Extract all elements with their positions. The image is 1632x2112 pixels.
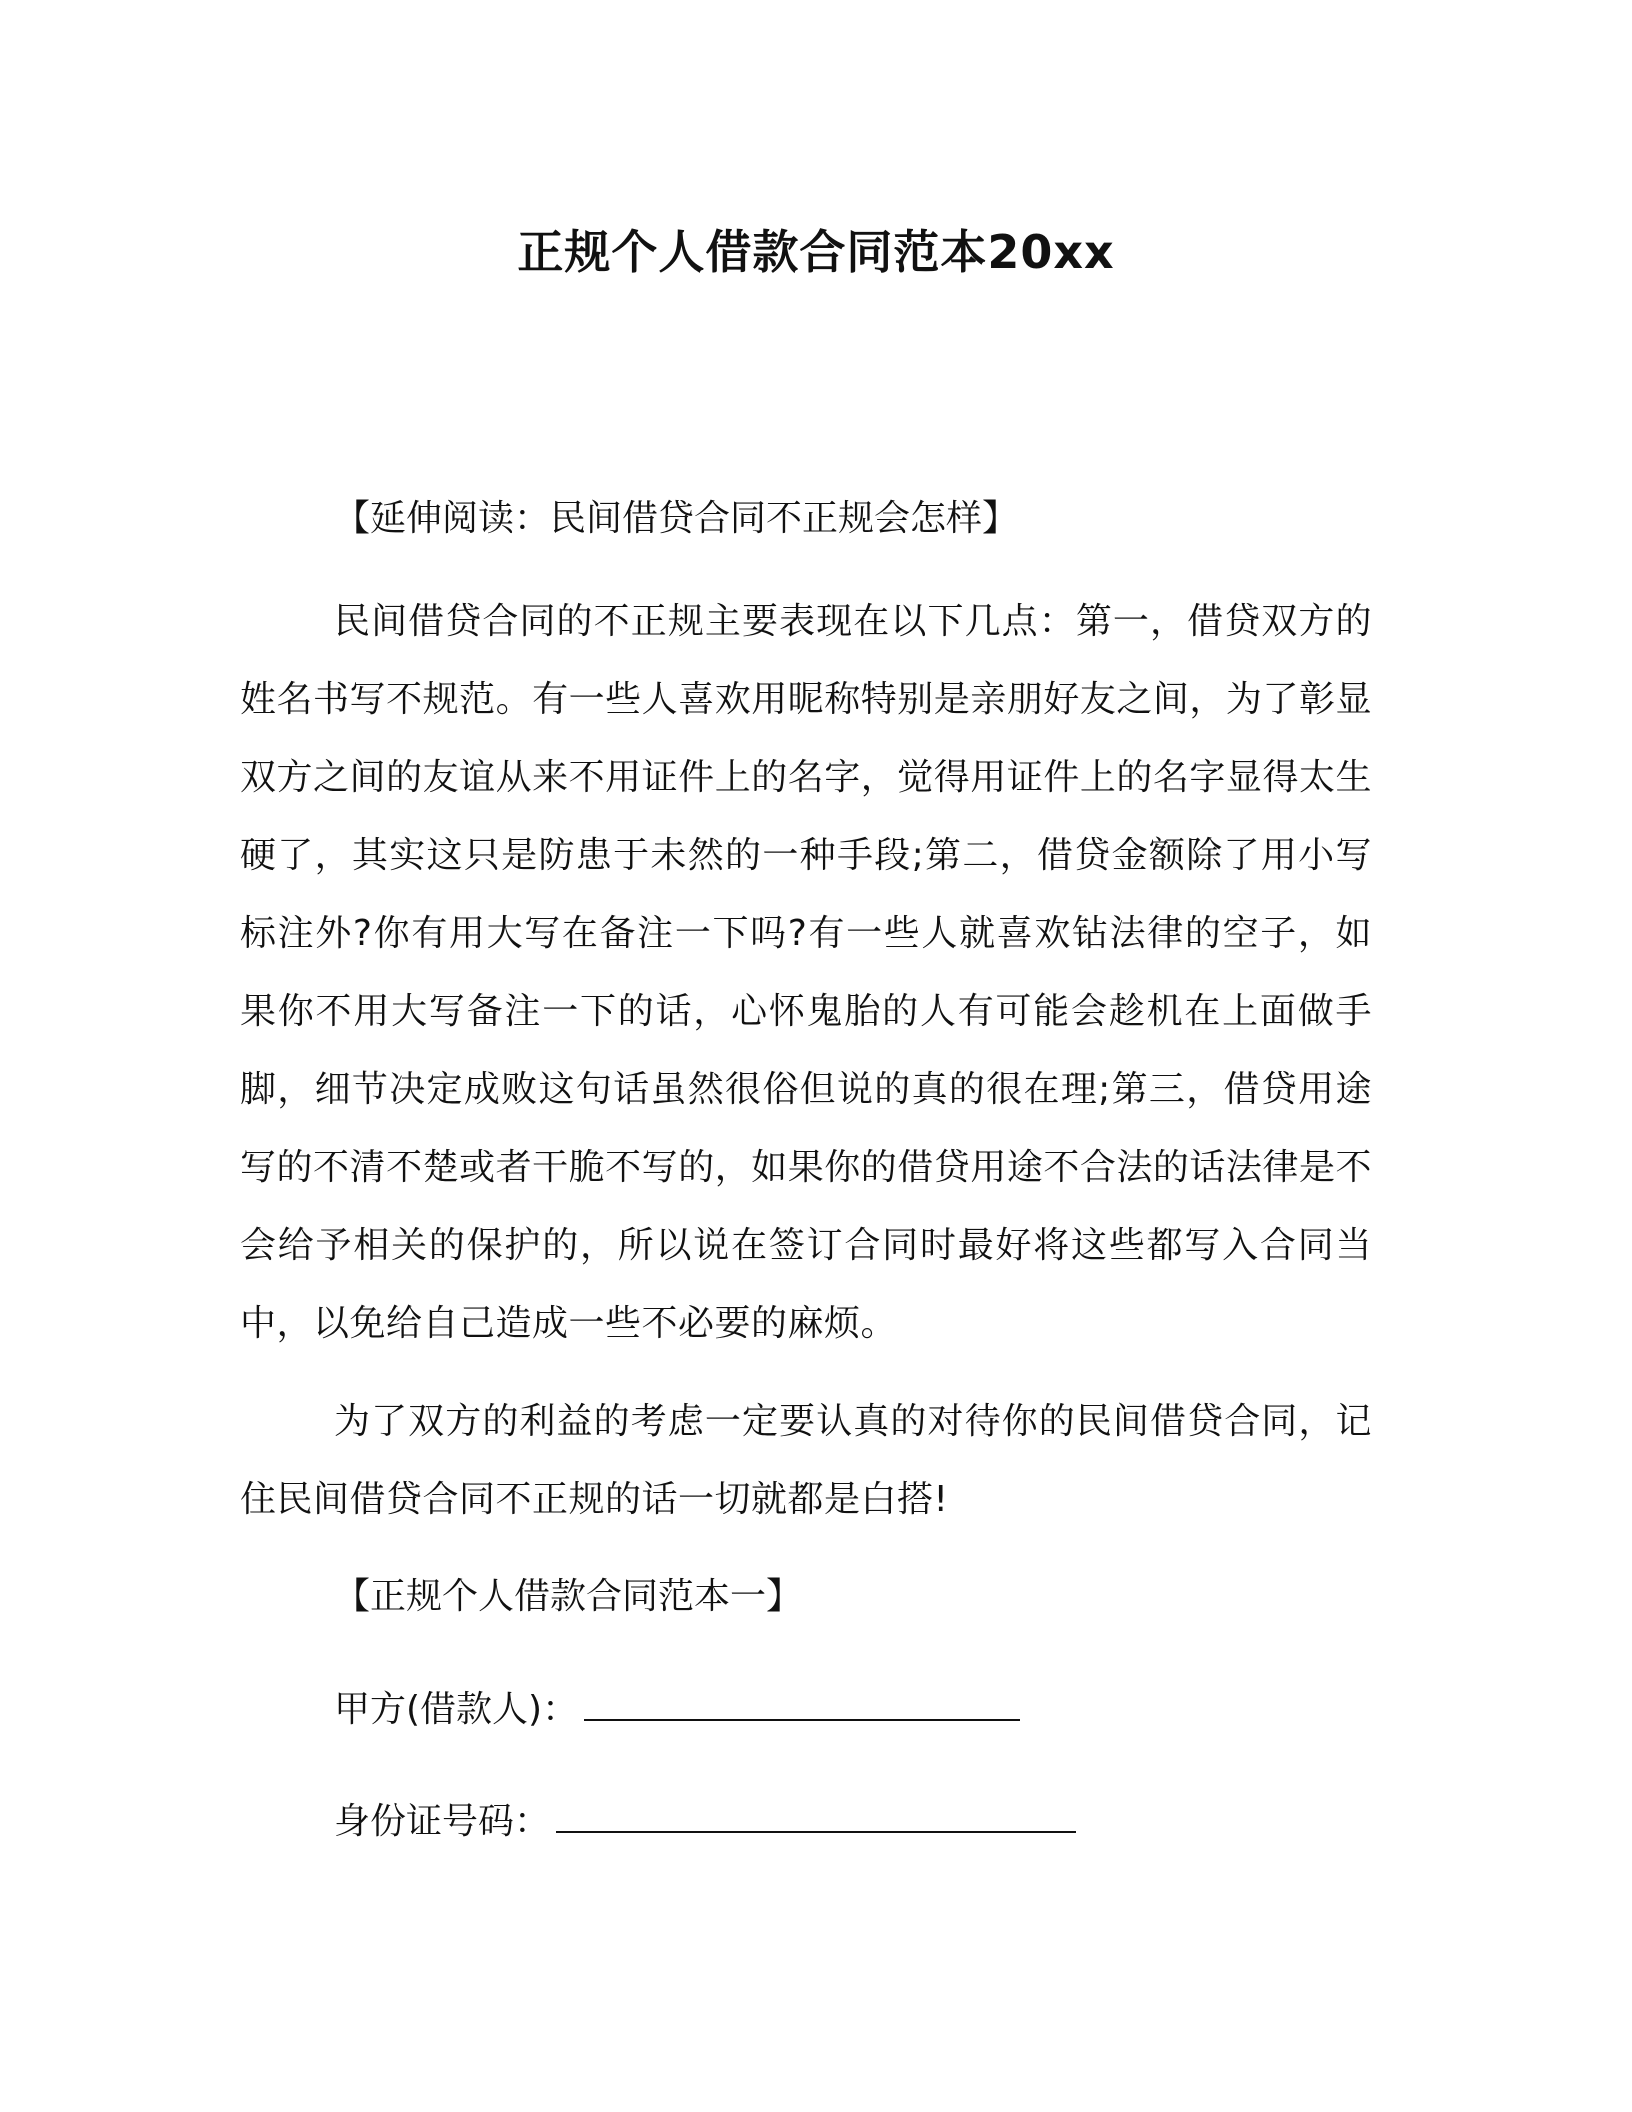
id-number-field bbox=[334, 1792, 1076, 1852]
party-a-field bbox=[334, 1680, 1020, 1740]
extended-reading-heading: 【延伸阅读：民间借贷合同不正规会怎样】 bbox=[334, 498, 1019, 539]
id-number-label: 身份证号码： bbox=[334, 1801, 551, 1842]
document-title: 正规个人借款合同范本20xx bbox=[517, 225, 1115, 279]
party-a-blank[interactable] bbox=[584, 1683, 1020, 1721]
party-a-label: 甲方(借款人)： bbox=[334, 1689, 579, 1730]
id-number-blank[interactable] bbox=[556, 1795, 1076, 1833]
paragraph-take-seriously: 为了双方的利益的考虑一定要认真的对待你的民间借贷合同，记住民间借贷合同不正规的话一切就都是白搭! bbox=[240, 1401, 1372, 1520]
contract-template-one-heading: 【正规个人借款合同范本一】 bbox=[334, 1576, 803, 1617]
paragraph-contract-irregularities: 民间借贷合同的不正规主要表现在以下几点：第一，借贷双方的姓名书写不规范。有一些人喜欢用昵称特别是亲朋好友之间，为了彰显双方之间的友谊从来不用证件上的名字，觉得用证件上的名字显得太生硬了，其实这只是防患于未然的一种手段;第二，借贷金额除了用小写标注外?你有用大写在备注一下吗?有一些人就喜欢钻法律的空子，如果你不用大写备注一下的话，心怀鬼胎的人有可能会趁机在上面做手脚，细节决定成败这句话虽然很俗但说的真的很在理;第三，借贷用途写的不清不楚或者干脆不写的，如果你的借贷用途不合法的话法律是不会给予相关的保护的，所以说在签订合同时最好将这些都写入合同当中，以免给自己造成一些不必要的麻烦。 bbox=[240, 601, 1372, 1344]
